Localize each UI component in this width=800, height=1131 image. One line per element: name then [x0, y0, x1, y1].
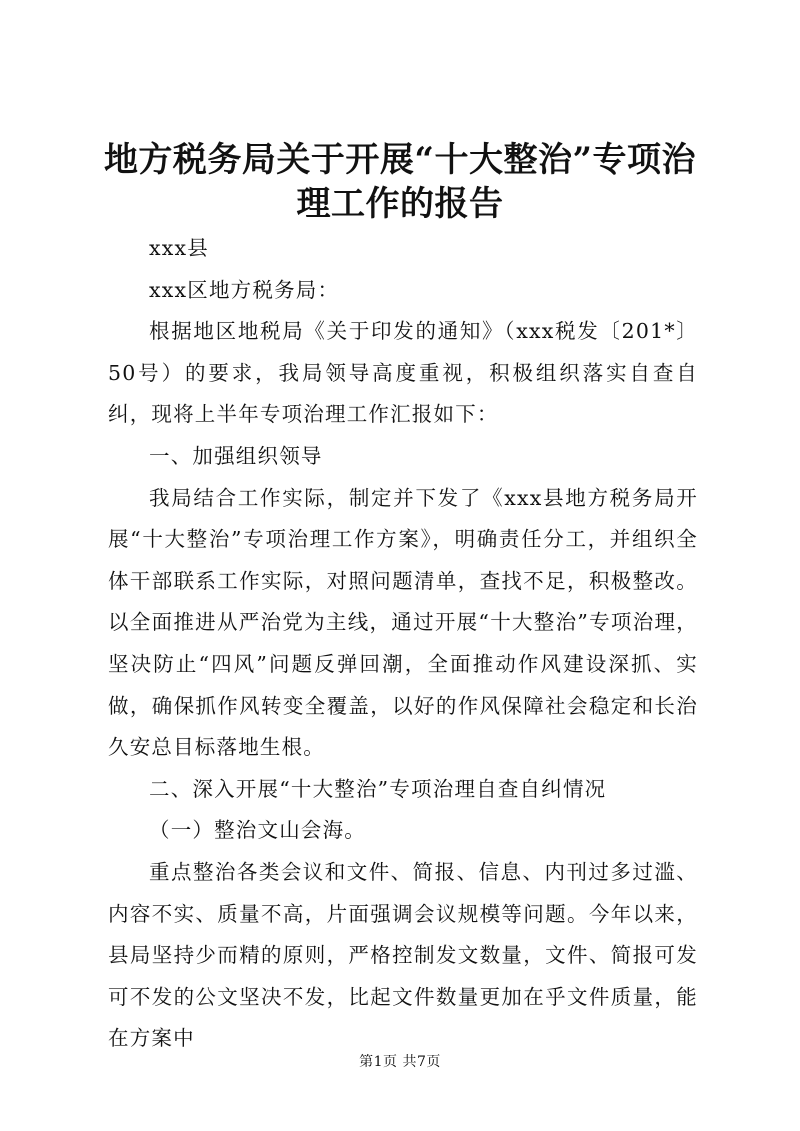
- document-body: [108, 228, 698, 1060]
- section-heading: 二、深入开展“十大整治”专项治理自查自纠情况: [149, 776, 607, 801]
- subsection-heading: （一）整治文山会海。: [149, 818, 366, 843]
- section-heading: 一、加强组织领导: [149, 443, 323, 468]
- paragraph: 重点整治各类会议和文件、简报、信息、内刊过多过滥、内容不实、质量不高，片面强调会议规模等问题。今年以来，县局坚持少而精的原则，严格控制发文数量，文件、简报可发可不发的公文坚决不发，比起文件数量更加在乎文件质量，能在方案中: [108, 859, 698, 1051]
- paragraph: xxx区地方税务局：: [149, 277, 340, 302]
- document-title: 地方税务局关于开展“十大整治”专项治理工作的报告: [103, 140, 697, 224]
- paragraph: 根据地区地税局《关于印发的通知》（xxx税发〔201*〕50号）的要求，我局领导高度重视，积极组织落实自查自纠，现将上半年专项治理工作汇报如下：: [108, 319, 698, 427]
- paragraph: 我局结合工作实际，制定并下发了《xxx县地方税务局开展“十大整治”专项治理工作方案》，明确责任分工，并组织全体干部联系工作实际，对照问题清单，查找不足，积极整改。以全面推进从严治党为主线，通过开展“十大整治”专项治理，坚决防止“四风”问题反弹回潮，全面推动作风建设深抓、实做，确保抓作风转变全覆盖，以好的作风保障社会稳定和长治久安总目标落地生根。: [108, 485, 698, 760]
- page-number-footer: 第1页 共7页: [359, 1054, 441, 1070]
- paragraph: xxx县: [149, 236, 209, 260]
